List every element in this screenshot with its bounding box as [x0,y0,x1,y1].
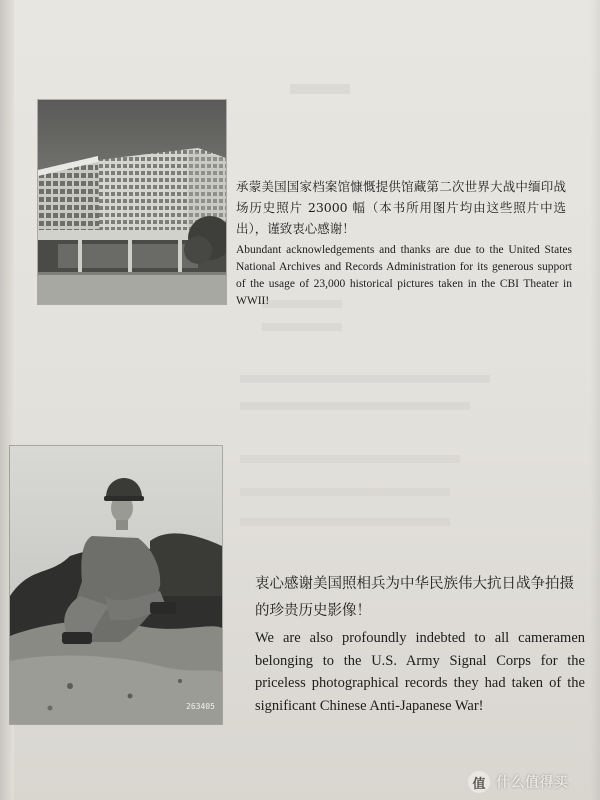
photo-number-label: 263405 [186,702,215,711]
thanks-cameramen-chinese-text: 衷心感谢美国照相兵为中华民族伟大抗日战争拍摄的珍贵历史影像！ [255,576,574,619]
acknowledgement-english-text: Abundant acknowledgements and thanks are due to the United States National Archives and Records Administration for its generous support of the usage of 23,000 historical pictures taken in the CBI Theater in WWII! [236,244,572,307]
signal-corps-soldier-photo [10,446,222,724]
national-archives-building-photo [38,100,226,304]
watermark-logo-icon: 值 [468,771,490,793]
watermark-text: 什么值得买 [496,775,569,791]
thanks-cameramen-english-text: We are also profoundly indebted to all cameramen belonging to the U.S. Army Signal Corps for the priceless photographical records they had taken of the significant Chinese Anti-Japanese War! [255,630,585,714]
site-watermark [468,768,596,796]
page-edge-shadow [590,0,600,800]
acknowledgement-chinese-text: 承蒙美国国家档案馆慷慨提供馆藏第二次世界大战中缅印战场历史照片 23000 幅（本书所用图片均由这些照片中选出），谨致衷心感谢！ [236,179,566,236]
